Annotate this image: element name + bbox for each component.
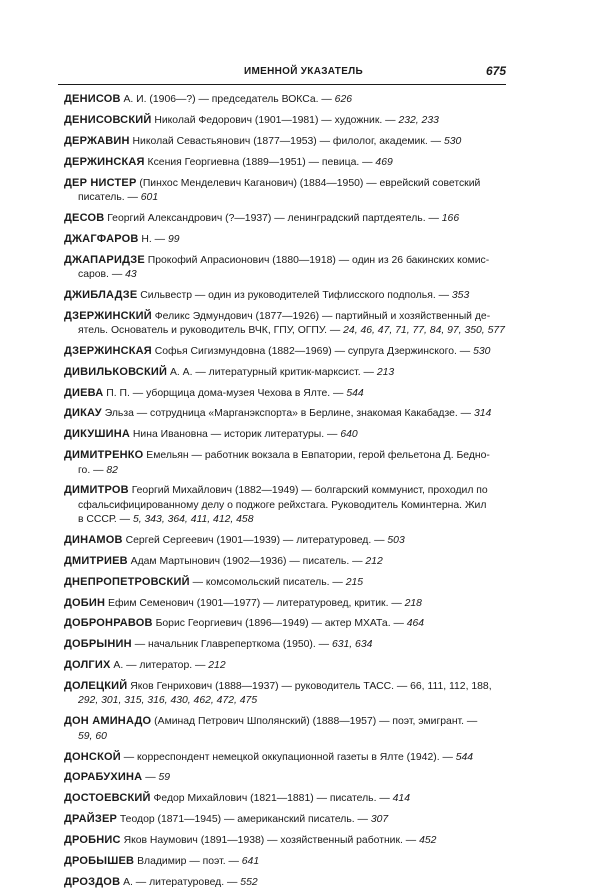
index-entry <box>64 637 510 652</box>
entry-surname: ДНЕПРОПЕТРОВСКИЙ <box>64 575 190 588</box>
entry-line: ДЕРЖИНСКАЯ Ксения Георгиевна (1889—1951) — певица. — 469 <box>64 155 393 168</box>
entry-pages: 544 <box>455 751 474 763</box>
entry-pages: 530 <box>473 345 491 357</box>
index-entry <box>64 365 510 380</box>
entry-surname: ДИМИТРОВ <box>64 484 129 497</box>
entry-pages: 530 <box>443 135 462 147</box>
entry-line: ДИЕВА П. П. — уборщица дома-музея Чехова в Ялте. — 544 <box>64 386 364 399</box>
entry-surname: ДЖАГФАРОВ <box>64 232 139 245</box>
index-entry <box>64 483 510 527</box>
entry-surname: ДИКАУ <box>64 407 102 420</box>
entry-pages: 43 <box>125 268 137 280</box>
entry-line: ДОБИН Ефим Семенович (1901—1977) — литературовед, критик. — 218 <box>64 596 422 609</box>
entry-line: саров. — 43 <box>78 268 137 280</box>
entry-surname: ДЕРЖИНСКАЯ <box>64 155 145 168</box>
entry-surname: ДМИТРИЕВ <box>64 554 128 567</box>
entry-surname: ДРОБНИС <box>64 834 121 847</box>
entry-surname: ДИЕВА <box>64 386 104 399</box>
entry-line <box>64 694 510 708</box>
entry-line: ДОБРЫНИН — начальник Главреперткома (1950). — 631, 634 <box>64 638 373 651</box>
entry-pages: 215 <box>345 576 364 588</box>
entry-line: ДОБРОНРАВОВ Борис Георгиевич (1896—1949) — актер МХАТа. — 464 <box>64 617 425 630</box>
entry-surname: ДИМИТРЕНКО <box>64 449 144 462</box>
index-entry <box>64 554 510 569</box>
entry-pages: 414 <box>392 793 410 805</box>
entry-line: ДОЛЕЦКИЙ Яков Генрихович (1888—1937) — руководитель ТАСС. — 66, 111, 112, 188, <box>64 680 492 693</box>
entry-line: ДИМИТРЕНКО Емельян — работник вокзала в Евпатории, герой фельетона Д. Бедно- <box>64 449 490 462</box>
entry-line: ДЕНИСОВ А. И. (1906—?) — председатель ВОКСа. — 626 <box>64 93 353 105</box>
entry-surname: ДОЛГИХ <box>64 659 111 672</box>
entry-surname: ДОБРОНРАВОВ <box>64 617 153 630</box>
entry-line: ДЖИБЛАДЗЕ Сильвестр — один из руководителей Тифлисского подполья. — 353 <box>64 288 470 301</box>
entry-line: ДОЛГИХ А. — литератор. — 212 <box>64 659 226 672</box>
entry-line: ДЕРЖАВИН Николай Севастьянович (1877—1953) — филолог, академик. — 530 <box>64 134 462 147</box>
running-header <box>58 62 506 85</box>
entry-surname: ДОСТОЕВСКИЙ <box>64 792 151 805</box>
entry-pages: 212 <box>208 660 226 672</box>
entry-surname: ДИКУШИНА <box>64 428 131 441</box>
entry-line: ДЗЕРЖИНСКАЯ Софья Сигизмундовна (1882—1969) — супруга Дзержинского. — 530 <box>64 344 491 357</box>
entry-pages: 24, 46, 47, 71, 77, 84, 97, 350, 577 <box>343 324 505 336</box>
entry-line: ДРОБЫШЕВ Владимир — поэт. — 641 <box>64 854 260 867</box>
entry-line: ДИМИТРОВ Георгий Михайлович (1882—1949) — болгарский коммунист, проходил по <box>64 484 488 497</box>
index-entry <box>64 427 510 442</box>
entry-pages: 212 <box>365 555 383 567</box>
index-entry <box>64 833 510 848</box>
entry-pages: 469 <box>375 156 393 168</box>
entry-pages: 544 <box>346 387 364 399</box>
entry-surname: ДЕРЖАВИН <box>64 134 130 147</box>
entry-line: го. — 82 <box>78 464 118 476</box>
index-entry <box>64 575 510 590</box>
entry-surname: ДЕСОВ <box>64 211 105 224</box>
entry-pages: 314 <box>473 408 492 420</box>
entry-line: ДИНАМОВ Сергей Сергеевич (1901—1939) — литературовед. — 503 <box>64 533 405 546</box>
entry-pages: 464 <box>406 618 425 630</box>
entry-pages: 452 <box>419 835 437 847</box>
index-entry <box>64 92 510 107</box>
entry-pages: 59 <box>158 772 171 784</box>
entry-pages: 166 <box>441 212 460 224</box>
index-entry <box>64 448 510 478</box>
entry-surname: ДРОЗДОВ <box>64 875 121 888</box>
entry-line: ДИВИЛЬКОВСКИЙ А. А. — литературный критик-марксист. — 213 <box>64 365 395 378</box>
index-entry <box>64 288 510 303</box>
entry-line: ДИКАУ Эльза — сотрудница «Марганэкспорта» в Берлине, знакомая Какабадзе. — 314 <box>64 407 492 420</box>
entry-pages: 552 <box>240 876 258 888</box>
entry-pages: 213 <box>376 366 395 378</box>
entry-line: ДОН АМИНАДО (Аминад Петрович Шполянский) (1888—1957) — поэт, эмигрант. — <box>64 715 478 728</box>
entry-pages: 292, 301, 315, 316, 430, 462, 472, 475 <box>78 695 258 707</box>
entry-line: ДРАЙЗЕР Теодор (1871—1945) — американский писатель. — 307 <box>64 813 389 826</box>
entry-line: ятель. Основатель и руководитель ВЧК, ГПУ, ОГПУ. — 24, 46, 47, 71, 77, 84, 97, 350, 577 <box>78 324 505 336</box>
entry-surname: ДОН АМИНАДО <box>64 715 152 728</box>
entry-line: ДЗЕРЖИНСКИЙ Феликс Эдмундович (1877—1926) — партийный и хозяйственный де- <box>64 309 491 322</box>
entry-line: сфальсифицированному делу о поджоге рейхстага. Руководитель Коминтерна. Жил <box>78 499 487 511</box>
index-entry <box>64 113 510 128</box>
index-entry <box>64 176 510 206</box>
entry-pages: 232, 233 <box>398 114 439 126</box>
entry-pages: 59, 60 <box>78 730 107 742</box>
entry-surname: ДЕНИСОВ <box>64 93 121 105</box>
index-entry <box>64 309 510 339</box>
entry-surname: ДОЛЕЦКИЙ <box>64 680 128 693</box>
entry-surname: ДЗЕРЖИНСКАЯ <box>64 344 152 357</box>
entry-line: ДЖАПАРИДЗЕ Прокофий Апрасионович (1880—1918) — один из 26 бакинских комис- <box>64 253 490 266</box>
index-entry <box>64 406 510 421</box>
index-entry <box>64 658 510 673</box>
entry-line: писатель. — 601 <box>78 191 159 203</box>
entry-line: ДМИТРИЕВ Адам Мартынович (1902—1936) — писатель. — 212 <box>64 554 383 567</box>
entry-line: ДНЕПРОПЕТРОВСКИЙ — комсомольский писатель. — 215 <box>64 575 364 588</box>
entry-pages: 353 <box>451 289 470 301</box>
entry-surname: ДРОБЫШЕВ <box>64 854 135 867</box>
entry-line: ДОРАБУХИНА — 59 <box>64 771 171 784</box>
entry-line <box>64 730 510 744</box>
entry-pages: 601 <box>140 191 159 203</box>
name-index-list <box>64 92 510 896</box>
entry-surname: ДОБИН <box>64 596 106 609</box>
index-entry <box>64 854 510 869</box>
index-entry <box>64 386 510 401</box>
entry-pages: 218 <box>404 597 422 609</box>
index-entry <box>64 679 510 709</box>
entry-line: ДИКУШИНА Нина Ивановна — историк литературы. — 640 <box>64 428 358 441</box>
entry-surname: ДРАЙЗЕР <box>64 813 118 826</box>
entry-line: ДЕР НИСТЕР (Пинхос Менделевич Каганович) (1884—1950) — еврейский советский <box>64 176 481 189</box>
index-entry <box>64 232 510 247</box>
entry-line: ДОНСКОЙ — корреспондент немецкой оккупационной газеты в Ялте (1942). — 544 <box>64 750 474 763</box>
entry-line: ДЖАГФАРОВ Н. — 99 <box>64 232 180 245</box>
entry-line: в СССР. — 5, 343, 364, 411, 412, 458 <box>78 514 254 526</box>
entry-surname: ДОНСКОЙ <box>64 750 121 763</box>
entry-surname: ДИВИЛЬКОВСКИЙ <box>64 365 168 378</box>
index-entry <box>64 714 510 744</box>
entry-pages: 5, 343, 364, 411, 412, 458 <box>132 514 254 526</box>
index-entry <box>64 875 510 890</box>
entry-pages: 82 <box>106 464 118 476</box>
index-entry <box>64 750 510 765</box>
entry-line: ДЕСОВ Георгий Александрович (?—1937) — ленинградский партдеятель. — 166 <box>64 211 460 224</box>
entry-pages: 99 <box>167 233 180 245</box>
entry-surname: ДИНАМОВ <box>64 533 123 546</box>
index-entry <box>64 812 510 827</box>
entry-surname: ДЗЕРЖИНСКИЙ <box>64 309 152 322</box>
entry-pages: 631, 634 <box>331 639 373 651</box>
entry-surname: ДЕНИСОВСКИЙ <box>64 113 152 126</box>
index-entry <box>64 596 510 611</box>
index-entry <box>64 253 510 283</box>
index-entry <box>64 155 510 170</box>
index-entry <box>64 533 510 548</box>
entry-surname: ДЖАПАРИДЗЕ <box>64 253 145 266</box>
entry-pages: 626 <box>334 94 353 105</box>
entry-line: ДОСТОЕВСКИЙ Федор Михайлович (1821—1881) — писатель. — 414 <box>64 792 410 805</box>
section-title: ИМЕННОЙ УКАЗАТЕЛЬ <box>244 66 363 77</box>
index-entry <box>64 134 510 149</box>
entry-pages: 640 <box>340 429 358 441</box>
entry-surname: ДЕР НИСТЕР <box>64 176 137 189</box>
entry-surname: ДЖИБЛАДЗЕ <box>64 288 138 301</box>
index-entry <box>64 344 510 359</box>
entry-pages: 503 <box>387 534 405 546</box>
index-entry <box>64 211 510 226</box>
entry-surname: ДОРАБУХИНА <box>64 771 143 784</box>
entry-line: ДЕНИСОВСКИЙ Николай Федорович (1901—1981) — художник. — 232, 233 <box>64 113 439 126</box>
index-entry <box>64 770 510 785</box>
entry-line: ДРОБНИС Яков Наумович (1891—1938) — хозяйственный работник. — 452 <box>64 834 437 847</box>
entry-pages: 307 <box>370 814 389 826</box>
entry-surname: ДОБРЫНИН <box>64 638 132 651</box>
page-number: 675 <box>485 64 506 78</box>
entry-line: ДРОЗДОВ А. — литературовед. — 552 <box>64 875 258 888</box>
index-entry <box>64 791 510 806</box>
entry-pages: 641 <box>241 855 260 867</box>
index-entry <box>64 616 510 631</box>
